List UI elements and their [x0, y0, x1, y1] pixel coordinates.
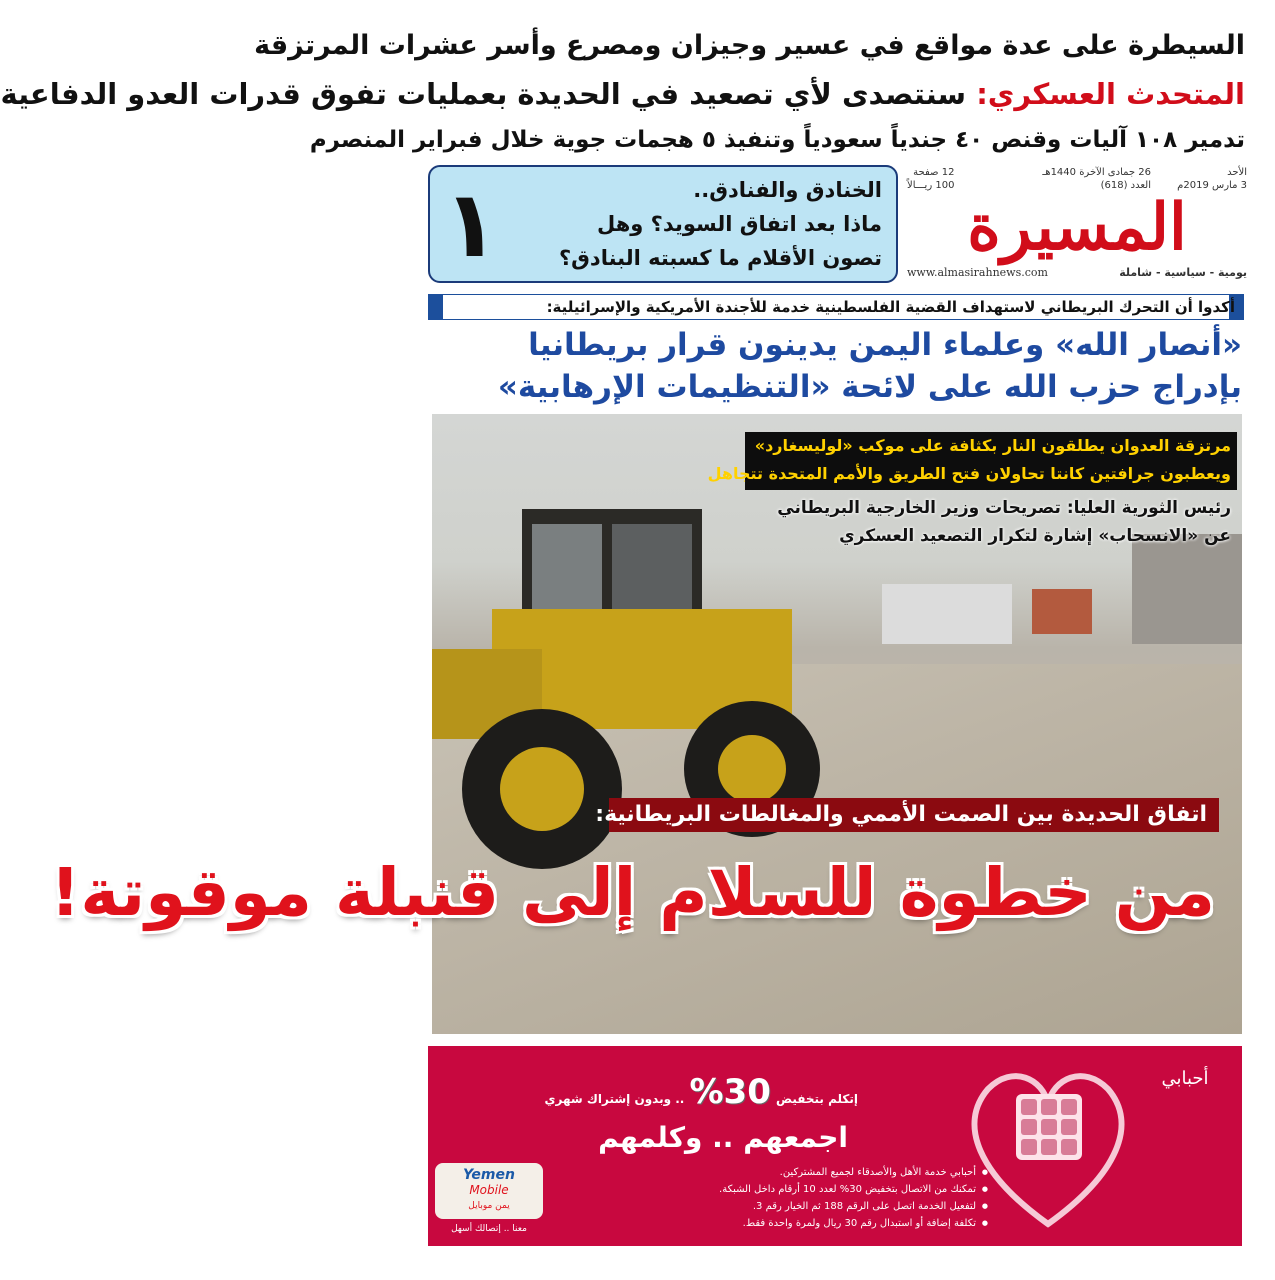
- yemen-mobile-arabic: يمن موبايل: [468, 1201, 510, 1211]
- top-headline-3: تدمير ١٠٨ آليات وقنص ٤٠ جندياً سعودياً وتنفيذ ٥ هجمات جوية خلال فبراير المنصرم: [309, 127, 1245, 153]
- photo-caption-2-line-2: عن «الانسحاب» إشارة لتكرار التصعيد العسكري: [839, 526, 1231, 546]
- ad-bullet-list: [658, 1164, 988, 1232]
- masthead-tagline: يومية - سياسية - شاملة: [1119, 266, 1247, 279]
- photo-banner: اتفاق الحديدة بين الصمت الأممي والمغالطات البريطانية:: [609, 798, 1219, 832]
- ad-bullet: ● تمكنك من الاتصال بتخفيض 30% لعدد 10 أرقام داخل الشبكة.: [658, 1181, 988, 1198]
- top-headline-2-speaker: المتحدث العسكري:: [976, 77, 1245, 111]
- issue-day: الأحد: [1227, 167, 1247, 178]
- top-headline-1: السيطرة على عدة مواقع في عسير وجيزان ومصرع وأسر عشرات المرتزقة: [254, 30, 1245, 61]
- ad-promo-prefix: إتكلم بتخفيض: [775, 1092, 858, 1106]
- editorial-line-3: تصون الأقلام ما كسبته البنادق؟: [558, 246, 882, 270]
- masthead-website[interactable]: www.almasirahnews.com: [907, 266, 1048, 279]
- ad-promo: [528, 1072, 858, 1112]
- issue-pages: 12 صفحة: [913, 167, 955, 178]
- ad-bullet: ● لتفعيل الخدمة اتصل على الرقم 188 ثم الخيار رقم 3.: [658, 1198, 988, 1215]
- yemen-mobile-name: Yemen: [463, 1167, 515, 1183]
- editorial-text: [512, 173, 882, 275]
- kicker-bar-left-block: [429, 295, 443, 319]
- top-headline-2: [0, 74, 1245, 114]
- editorial-line-1: الخنادق والفنادق..: [693, 178, 882, 202]
- editorial-line-2: ماذا بعد اتفاق السويد؟ وهل: [596, 212, 882, 236]
- newspaper-logo: المسيرة: [967, 190, 1187, 265]
- issue-number: العدد (618): [1100, 180, 1151, 191]
- lead-headline: «أنصار الله» وعلماء اليمن يدينون قرار بريطانيا بإدراج حزب الله على لائحة «التنظيمات الإرهابية»: [497, 327, 1242, 405]
- ad-promo-suffix: .. وبدون إشتراك شهري: [544, 1092, 685, 1106]
- ad-bullet: ● أحبابي خدمة الأهل والأصدقاء لجميع المشتركين.: [658, 1164, 988, 1181]
- photo-building: [882, 584, 1012, 644]
- lead-kicker: أكدوا أن التحرك البريطاني لاستهداف القضية الفلسطينية خدمة للأجندة الأمريكية والإسرائيلية:: [546, 298, 1235, 316]
- photo-big-headline: من خطوة للسلام إلى قنبلة موقوتة!: [50, 854, 1215, 931]
- photo-building: [1032, 589, 1092, 634]
- top-headline-2-text: سنتصدى لأي تصعيد في الحديدة بعمليات تفوق قدرات العدو الدفاعية: [0, 77, 967, 111]
- editorial-number: ١: [442, 171, 500, 278]
- yemen-mobile-tagline: معنا .. إتصالك أسهل: [451, 1224, 527, 1234]
- photo-caption-2-line-1: رئيس الثورية العليا: تصريحات وزير الخارجية البريطاني: [777, 498, 1231, 518]
- ad-bullet: ● تكلفة إضافة أو استبدال رقم 30 ريال ولمرة واحدة فقط.: [658, 1215, 988, 1232]
- masthead-bar: [907, 266, 1247, 284]
- photo-caption-1-line-1: مرتزقة العدوان يطلقون النار بكثافة على موكب «لوليسغارد»: [754, 436, 1231, 455]
- photo-caption-2: [745, 494, 1237, 552]
- editorial-box: [428, 165, 898, 283]
- photo-caption-1-line-2: ويعطبون جرافتين كانتا تحاولان فتح الطريق والأمم المتحدة تتجاهل: [707, 464, 1231, 483]
- ad-promo-percent: 30%: [689, 1072, 771, 1112]
- advertisement[interactable]: [428, 1046, 1242, 1246]
- issue-price: 100 ريـــالاً: [907, 180, 955, 191]
- issue-date-hijri: 26 جمادى الآخرة 1440هـ: [1042, 167, 1151, 178]
- photo-caption-1: [707, 432, 1237, 490]
- ad-brand: أحبابي: [1161, 1068, 1209, 1089]
- yemen-mobile-sub: Mobile: [469, 1183, 509, 1197]
- issue-date-gregorian: 3 مارس 2019م: [1177, 180, 1247, 191]
- ad-slogan: اجمعهم .. وكلمهم: [598, 1121, 848, 1154]
- yemen-mobile-logo: [435, 1163, 543, 1219]
